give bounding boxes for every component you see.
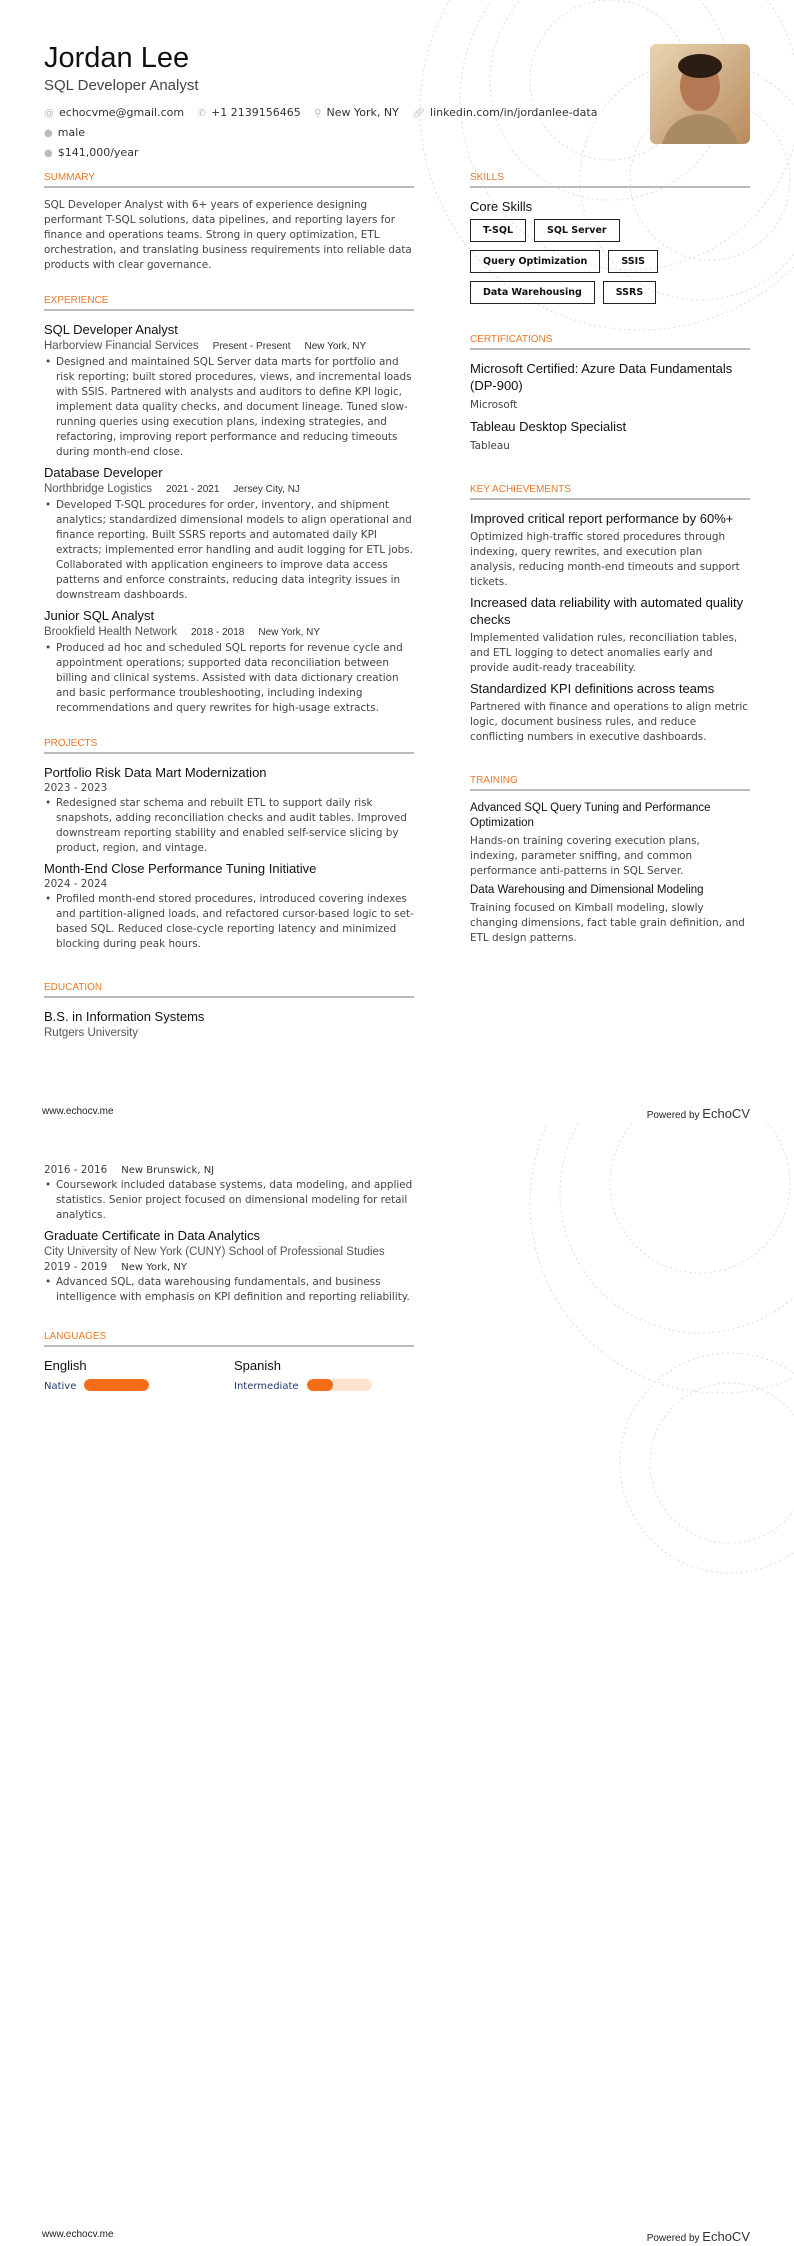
- proficiency-bar: [307, 1379, 372, 1391]
- cert-name: Microsoft Certified: Azure Data Fundamentals (DP-900): [470, 361, 733, 393]
- bullet: • Coursework included database systems, data modeling, and applied statistics. Senior project focused on dimensional modeling for retail analytics.: [44, 1178, 414, 1223]
- language-name: Spanish: [234, 1358, 281, 1373]
- bullet: • Redesigned star schema and rebuilt ETL to support daily risk snapshots, adding reconciliation checks and audit tables. Improved downstream reporting stability and enabled self-service slicing by product, region, and vintage.: [44, 796, 414, 856]
- bullet: • Profiled month-end stored procedures, introduced covering indexes and partition-aligned loads, and refactored cursor-based logic to set-based SQL. Reduced close-cycle reporting latency and minimized blocking during peak hours.: [44, 892, 414, 952]
- location: New York, NY: [258, 627, 321, 638]
- skill-tag: T-SQL: [470, 219, 526, 242]
- training-title: Data Warehousing and Dimensional Modeling: [470, 884, 704, 896]
- skill-tag: Data Warehousing: [470, 281, 595, 304]
- achievement-text: Partnered with finance and operations to align metric logic, document business rules, and reduce conflicting numbers in executive dashboards.: [470, 701, 748, 743]
- training-title: Advanced SQL Query Tuning and Performance Optimization: [470, 802, 711, 829]
- language-level: Native: [44, 1381, 77, 1392]
- skill-tag: SSRS: [603, 281, 656, 304]
- experience-item: [44, 607, 414, 716]
- summary-section: [44, 172, 414, 273]
- contact-phone[interactable]: [198, 103, 301, 123]
- section-title: TRAINING: [470, 775, 750, 791]
- skill-tags: [470, 219, 750, 304]
- experience-section: [44, 295, 414, 716]
- contact-linkedin[interactable]: [412, 103, 597, 123]
- job-title: Junior SQL Analyst: [44, 608, 155, 623]
- degree: Graduate Certificate in Data Analytics: [44, 1228, 261, 1243]
- contact-list: [44, 103, 634, 163]
- project-item: [44, 764, 414, 856]
- section-title: KEY ACHIEVEMENTS: [470, 484, 750, 500]
- decorative-circles: [400, 1123, 794, 1623]
- powered-by-text: Powered by: [646, 2233, 700, 2244]
- project-name: Month-End Close Performance Tuning Initiative: [44, 861, 317, 876]
- skills-section: [470, 172, 750, 304]
- dates: 2021 - 2021: [166, 484, 220, 495]
- powered-by-text: Powered by: [646, 1110, 700, 1121]
- achievements-section: [470, 484, 750, 745]
- at-icon: @: [44, 108, 54, 119]
- phone-icon: ✆: [197, 108, 206, 119]
- email-text: echocvme@gmail.com: [59, 106, 185, 119]
- contact-location: [314, 103, 399, 123]
- brand-logo: EchoCV: [702, 2229, 750, 2244]
- right-column: [470, 172, 750, 968]
- salary-text: $141,000/year: [57, 146, 139, 159]
- education-section: [44, 982, 414, 1041]
- footer-powered-by: [647, 2229, 750, 2244]
- project-item: [44, 860, 414, 952]
- footer-site-link[interactable]: www.echocv.me: [42, 1106, 114, 1117]
- section-title: EXPERIENCE: [44, 295, 414, 311]
- section-title: LANGUAGES: [44, 1331, 414, 1347]
- skill-tag: SSIS: [608, 250, 658, 273]
- left-column: [44, 1163, 414, 1415]
- training-text: Training focused on Kimball modeling, slowly changing dimensions, fact table grain definition, and ETL design patterns.: [470, 902, 745, 944]
- school: Rutgers University: [44, 1027, 138, 1039]
- experience-item: [44, 464, 414, 603]
- skill-group-title: Core Skills: [470, 199, 533, 214]
- experience-item: [44, 321, 414, 460]
- proficiency-bar: [84, 1379, 149, 1391]
- company: Brookfield Health Network: [44, 626, 177, 638]
- linkedin-text: linkedin.com/in/jordanlee-data: [430, 106, 598, 119]
- education-section-continued: [44, 1163, 414, 1305]
- languages-section: [44, 1331, 414, 1393]
- person-silhouette: [650, 44, 750, 144]
- project-name: Portfolio Risk Data Mart Modernization: [44, 765, 267, 780]
- proficiency-fill: [84, 1379, 149, 1391]
- training-section: [470, 775, 750, 946]
- dates: 2018 - 2018: [190, 627, 245, 638]
- profile-photo: [650, 44, 750, 144]
- contact-email[interactable]: [44, 103, 184, 123]
- contact-gender: [44, 123, 85, 143]
- company: Harborview Financial Services: [44, 340, 199, 352]
- cert-name: Tableau Desktop Specialist: [470, 419, 627, 434]
- language-item: [234, 1357, 372, 1393]
- achievement-title: Standardized KPI definitions across teams: [470, 681, 715, 696]
- phone-text: +1 2139156465: [211, 106, 301, 119]
- user-icon: ●: [44, 128, 53, 139]
- skill-tag: SQL Server: [534, 219, 620, 242]
- school: City University of New York (CUNY) School of Professional Studies: [44, 1246, 385, 1258]
- dates: 2019 - 2019: [44, 1261, 108, 1273]
- location: New York, NY: [121, 1262, 187, 1273]
- bullet: • Produced ad hoc and scheduled SQL reports for revenue cycle and appointment operations; supported data reconciliation between billing and clinical systems. Assisted with data dictionary creation and basic performance troubleshooting, including indexing recommendations and query rewrites for high-usage extracts.: [44, 641, 414, 716]
- footer-site-link[interactable]: www.echocv.me: [42, 2229, 114, 2240]
- section-title: EDUCATION: [44, 982, 414, 998]
- projects-section: [44, 738, 414, 952]
- certifications-section: [470, 334, 750, 454]
- job-title: Database Developer: [44, 465, 163, 480]
- company: Northbridge Logistics: [44, 483, 153, 495]
- language-name: English: [44, 1358, 87, 1373]
- section-title: PROJECTS: [44, 738, 414, 754]
- training-text: Hands-on training covering execution plans, indexing, parameter sniffing, and common performance anti-patterns in SQL Server.: [470, 835, 700, 877]
- language-item: [44, 1357, 234, 1393]
- cert-issuer: Microsoft: [470, 399, 518, 411]
- job-title: SQL Developer Analyst: [44, 322, 178, 337]
- bullet: • Designed and maintained SQL Server data marts for portfolio and risk reporting; built stored procedures, views, and incremental loads with SSIS. Partnered with analysts and auditors to define KPI logic, implement data quality checks, and document lineage. Tuned slow-running queries using execution plans, indexing strategies, and refactoring, improving report performance and reducing timeouts during month-end close.: [44, 355, 414, 460]
- footer-powered-by: [647, 1106, 750, 1121]
- location: New York, NY: [304, 341, 367, 352]
- brand-logo: EchoCV: [702, 1106, 750, 1121]
- cert-issuer: Tableau: [470, 440, 510, 452]
- achievement-text: Optimized high-traffic stored procedures through indexing, query rewrites, and execution plan analysis, reducing month-end timeouts and support tickets.: [470, 531, 740, 588]
- contact-salary: [44, 143, 138, 163]
- degree: B.S. in Information Systems: [44, 1009, 205, 1024]
- bullet: • Advanced SQL, data warehousing fundamentals, and business intelligence with emphasis on KPI definition and reporting reliability.: [44, 1275, 414, 1305]
- language-level: Intermediate: [234, 1381, 299, 1392]
- bullet: • Developed T-SQL procedures for order, inventory, and shipment analytics; standardized dimensional models to align operational and finance reporting. Built SSRS reports and automated daily KPI extracts; implemented error handling and audit logging for ETL jobs. Collaborated with application engineers to improve data access patterns and enforce constraints, reducing data integrity issues in downstream dashboards.: [44, 498, 414, 603]
- dates: 2024 - 2024: [44, 878, 108, 890]
- skill-tag: Query Optimization: [470, 250, 600, 273]
- gender-text: male: [57, 126, 86, 139]
- achievement-title: Increased data reliability with automated quality checks: [470, 595, 744, 627]
- link-icon: 🔗︎: [412, 108, 426, 119]
- summary-text: SQL Developer Analyst with 6+ years of experience designing performant T-SQL solutions, data pipelines, and reporting layers for finance and operations teams. Strong in query optimization, ETL orchestration, and translating business requirements into reliable data products with clear governance.: [44, 199, 412, 271]
- location: Jersey City, NJ: [233, 484, 300, 495]
- proficiency-fill: [307, 1379, 333, 1391]
- candidate-name: Jordan Lee: [44, 42, 190, 74]
- dates: 2023 - 2023: [44, 782, 108, 794]
- location-icon: ⚲: [314, 108, 322, 119]
- left-column: [44, 172, 414, 1063]
- candidate-title: SQL Developer Analyst: [44, 77, 199, 94]
- achievement-text: Implemented validation rules, reconciliation tables, and ETL logging to detect anomalies early and provide audit-ready traceability.: [470, 632, 738, 674]
- location-text: New York, NY: [326, 106, 399, 119]
- dates: Present - Present: [212, 341, 291, 352]
- dates: 2016 - 2016: [44, 1164, 108, 1176]
- achievement-title: Improved critical report performance by 60%+: [470, 511, 734, 526]
- location: New Brunswick, NJ: [121, 1165, 215, 1176]
- section-title: SUMMARY: [44, 172, 414, 188]
- resume-page-2: [0, 1123, 794, 2246]
- section-title: CERTIFICATIONS: [470, 334, 750, 350]
- salary-icon: ●: [44, 148, 53, 159]
- section-title: SKILLS: [470, 172, 750, 188]
